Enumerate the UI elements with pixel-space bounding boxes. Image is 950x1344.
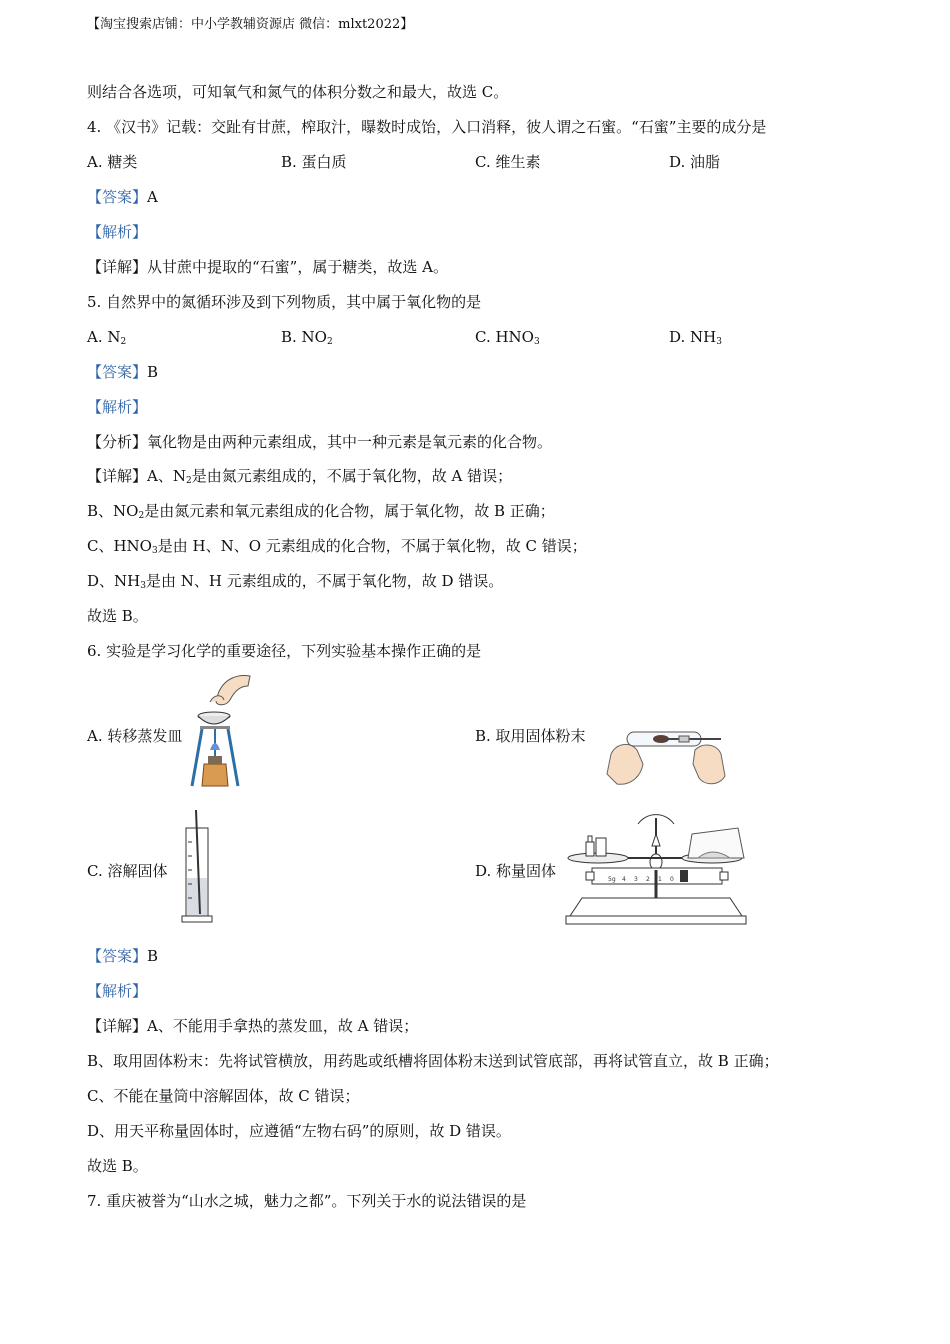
q4-option-b: B. 蛋白质 [281, 153, 347, 171]
q4-option-a: A. 糖类 [87, 153, 138, 171]
q5-conclusion: 故选 B。 [87, 607, 148, 625]
q4-analysis-tag: 【解析】 [87, 223, 148, 241]
scale-label-3: 3 [634, 876, 638, 883]
q5-option-a: A. $N_2$ [87, 328, 127, 347]
q5-option-d: D. $NH_3$ [669, 328, 722, 347]
paragraph: 则结合各选项，可知氧气和氮气的体积分数之和最大，故选 C。 [87, 83, 509, 101]
question-5: 5. 自然界中的氮循环涉及到下列物质，其中属于氧化物的是 [87, 293, 482, 311]
q6-detail-c: C、不能在量筒中溶解固体，故 C 错误； [87, 1087, 360, 1105]
q6-detail-b: B、取用固体粉末：先将试管横放，用药匙或纸槽将固体粉末送到试管底部，再将试管直立，故 B 正确； [87, 1052, 779, 1070]
q5-detail-b: B、$NO_2$是由氮元素和氧元素组成的化合物，属于氧化物，故 B 正确； [87, 502, 555, 521]
question-4: 4. 《汉书》记载：交趾有甘蔗，榨取汁，曝数时成饴，入口消释，彼人谓之石蜜。“石蜜”主要的成分是 [87, 118, 767, 136]
scale-label-2: 2 [646, 876, 650, 883]
q5-option-b: B. $NO_2$ [281, 328, 333, 347]
q6-option-d: D. 称量固体 [475, 862, 557, 880]
question-6: 6. 实验是学习化学的重要途径，下列实验基本操作正确的是 [87, 642, 482, 660]
evaporating-dish-illustration [188, 672, 254, 792]
q4-option-d: D. 油脂 [669, 153, 721, 171]
scale-label-4: 4 [622, 876, 626, 883]
q6-conclusion: 故选 B。 [87, 1157, 148, 1175]
q6-option-b: B. 取用固体粉末 [475, 727, 586, 745]
q5-option-c: C. $HNO_3$ [475, 328, 540, 347]
q4-option-c: C. 维生素 [475, 153, 541, 171]
q6-analysis-tag: 【解析】 [87, 982, 148, 1000]
q5-analysis-tag: 【解析】 [87, 398, 148, 416]
test-tube-powder-illustration [603, 720, 727, 792]
answer-value: A [147, 188, 158, 206]
q4-answer [87, 187, 158, 207]
q6-detail-a: 【详解】A、不能用手拿热的蒸发皿，故 A 错误； [87, 1017, 419, 1035]
q6-detail-d: D、用天平称量固体时，应遵循“左物右码”的原则，故 D 错误。 [87, 1122, 511, 1140]
pan-balance-illustration [562, 806, 750, 928]
q6-option-c: C. 溶解固体 [87, 862, 168, 880]
q5-analysis: 【分析】氧化物是由两种元素组成，其中一种元素是氧元素的化合物。 [87, 433, 553, 451]
q6-option-a: A. 转移蒸发皿 [87, 727, 183, 745]
graduated-cylinder-illustration [180, 808, 214, 924]
page-header: 【淘宝搜索店铺：中小学教辅资源店 微信：mlxt2022】 [87, 17, 414, 32]
q4-detail: 【详解】从甘蔗中提取的“石蜜”，属于糖类，故选 A。 [87, 258, 448, 276]
q5-detail-d: D、$NH_3$是由 N、H 元素组成的，不属于氧化物，故 D 错误。 [87, 572, 504, 591]
q6-answer: 【答案】B [87, 947, 159, 965]
q5-detail-a: 【详解】A、$N_2$是由氮元素组成的，不属于氧化物，故 A 错误； [87, 467, 513, 486]
scale-label-0: 0 [670, 876, 674, 883]
scale-label-5g: 5g [608, 876, 616, 883]
question-7: 7. 重庆被誉为“山水之城，魅力之都”。下列关于水的说法错误的是 [87, 1192, 527, 1210]
scale-label-1: 1 [658, 876, 662, 883]
q5-detail-c: C、$HNO_3$是由 H、N、O 元素组成的化合物，不属于氧化物，故 C 错误； [87, 537, 587, 556]
answer-tag: 【答案】 [87, 188, 148, 206]
q5-answer: 【答案】B [87, 363, 159, 381]
